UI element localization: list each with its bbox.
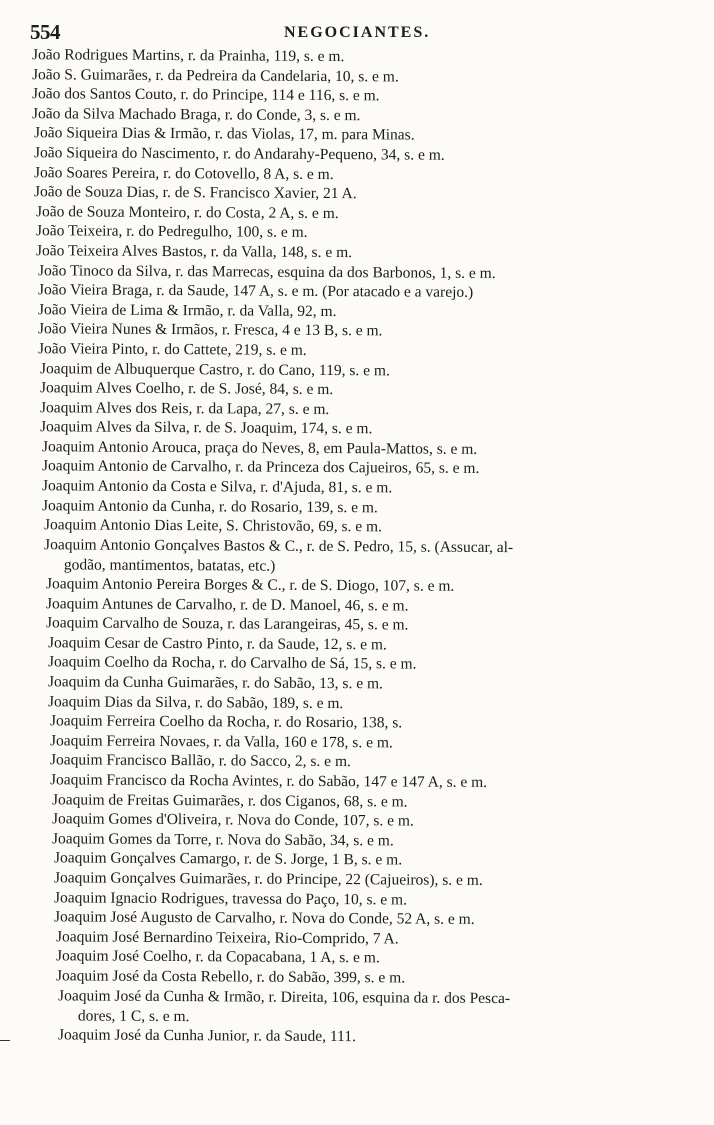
entry-text: João Vieira Nunes & Irmãos, r. Fresca, 4 e 13 B, s. e m. — [37, 320, 383, 340]
directory-entry — [0, 986, 714, 1030]
entry-text: João Vieira Pinto, r. do Cattete, 219, s. e m. — [37, 340, 307, 359]
entry-text: João Vieira de Lima & Irmão, r. da Valla, 92, m. — [37, 300, 337, 320]
entry-continuation: godão, mantimentos, batatas, etc.) — [63, 555, 276, 575]
entry-text: Joaquim Cesar de Castro Pinto, r. da Saude, 12, s. e m. — [47, 634, 387, 654]
entry-text: Joaquim Antonio Pereira Borges & C., r. de S. Diogo, 107, s. e m. — [45, 575, 455, 595]
entry-continuation: dores, 1 C, s. e m. — [77, 1006, 190, 1025]
entry-text: João Tinoco da Silva, r. das Marrecas, esquina da dos Barbonos, 1, s. e m. — [37, 261, 496, 282]
entry-text: Joaquim Alves dos Reis, r. da Lapa, 27, s. e m. — [39, 398, 330, 418]
directory-entry — [0, 535, 714, 579]
entry-text: Joaquim Francisco da Rocha Avintes, r. do Sabão, 147 e 147 A, s. e m. — [49, 771, 488, 791]
entry-text: João Teixeira Alves Bastos, r. da Valla, 148, s. e m. — [35, 242, 353, 262]
entry-text: Joaquim Gonçalves Camargo, r. de S. Jorge, 1 B, s. e m. — [53, 849, 403, 869]
entry-text: Joaquim Ferreira Novaes, r. da Valla, 160 e 178, s. e m. — [49, 732, 393, 752]
entry-text: Joaquim da Cunha Guimarães, r. do Sabão, 13, s. e m. — [47, 673, 383, 693]
entry-text: Joaquim José da Costa Rebello, r. do Sabão, 399, s. e m. — [55, 967, 406, 987]
entry-text: Joaquim José Coelho, r. da Copacabana, 1 A, s. e m. — [55, 947, 380, 967]
directory-list — [0, 45, 714, 1044]
entry-text: João de Souza Monteiro, r. do Costa, 2 A, s. e m. — [35, 202, 339, 222]
entry-text: João Teixeira, r. do Pedregulho, 100, s. e m. — [35, 222, 308, 242]
entry-text: João de Souza Dias, r. de S. Francisco Xavier, 21 A. — [33, 183, 357, 203]
entry-text: Joaquim Gonçalves Guimarães, r. do Principe, 22 (Cajueiros), s. e m. — [53, 869, 483, 889]
entry-text: João Soares Pereira, r. do Cotovello, 8 A, s. e m. — [33, 163, 334, 183]
entry-text: Joaquim Gomes d'Oliveira, r. Nova do Conde, 107, s. e m. — [51, 810, 414, 830]
entry-text: Joaquim Antonio da Cunha, r. do Rosario, 139, s. e m. — [41, 496, 378, 516]
entry-text: João dos Santos Couto, r. do Principe, 114 e 116, s. e m. — [31, 85, 380, 105]
entry-text: Joaquim Alves da Silva, r. de S. Joaquim, 174, s. e m. — [39, 418, 373, 438]
entry-text: Joaquim José da Cunha Junior, r. da Saude, 111. — [57, 1026, 356, 1045]
entry-text: Joaquim Francisco Ballão, r. do Sacco, 2, s. e m. — [49, 751, 351, 771]
entry-text: Joaquim Ferreira Coelho da Rocha, r. do Rosario, 138, s. — [49, 712, 403, 732]
entry-text: João da Silva Machado Braga, r. do Conde, 3, s. e m. — [31, 104, 361, 124]
directory-entry — [0, 1025, 714, 1049]
entry-text: João Siqueira Dias & Irmão, r. das Violas, 17, m. para Minas. — [33, 124, 415, 144]
entry-text: Joaquim Dias da Silva, r. do Sabão, 189, s. e m. — [47, 692, 344, 712]
entry-text: João Siqueira do Nascimento, r. do Andarahy-Pequeno, 34, s. e m. — [33, 144, 445, 164]
entry-text: Joaquim Carvalho de Souza, r. das Larangeiras, 45, s. e m. — [45, 614, 409, 634]
entry-text: Joaquim Antunes de Carvalho, r. de D. Manoel, 46, s. e m. — [45, 594, 409, 615]
entry-text: Joaquim de Albuquerque Castro, r. do Cano, 119, s. e m. — [39, 359, 390, 379]
page-number: 554 — [30, 20, 60, 44]
entry-text: Joaquim Alves Coelho, r. de S. José, 84, s. e m. — [39, 379, 334, 399]
entry-text: Joaquim José Bernardino Teixeira, Rio-Comprido, 7 A. — [55, 928, 399, 948]
entry-text: Joaquim Antonio Dias Leite, S. Christovão, 69, s. e m. — [43, 516, 383, 536]
entry-text: João S. Guimarães, r. da Pedreira da Candelaria, 10, s. e m. — [31, 65, 399, 86]
entry-text: Joaquim Antonio Gonçalves Bastos & C., r. de S. Pedro, 15, s. (Assucar, al- — [44, 536, 514, 556]
entry-text: Joaquim de Freitas Guimarães, r. dos Ciganos, 68, s. e m. — [51, 790, 408, 811]
entry-text: Joaquim Ignacio Rodrigues, travessa do Paço, 10, s. e m. — [53, 888, 408, 909]
margin-mark — [0, 1040, 10, 1041]
running-head: NEGOCIANTES. — [284, 24, 431, 41]
entry-text: Joaquim José da Cunha & Irmão, r. Direita, 106, esquina da r. dos Pesca- — [58, 986, 511, 1007]
entry-text: João Rodrigues Martins, r. da Prainha, 119, s. e m. — [31, 46, 345, 66]
entry-text: Joaquim Antonio de Carvalho, r. da Princeza dos Cajueiros, 65, s. e m. — [41, 457, 480, 478]
entry-text: Joaquim José Augusto de Carvalho, r. Nova do Conde, 52 A, s. e m. — [53, 908, 475, 929]
entry-text: João Vieira Braga, r. da Saude, 147 A, s. e m. (Por atacado e a varejo.) — [37, 281, 474, 302]
entry-text: Joaquim Antonio da Costa e Silva, r. d'Ajuda, 81, s. e m. — [41, 477, 393, 497]
entry-text: Joaquim Coelho da Rocha, r. do Carvalho de Sá, 15, s. e m. — [47, 653, 417, 673]
entry-text: Joaquim Antonio Arouca, praça do Neves, 8, em Paula-Mattos, s. e m. — [41, 438, 478, 458]
entry-text: Joaquim Gomes da Torre, r. Nova do Sabão, 34, s. e m. — [51, 830, 394, 850]
